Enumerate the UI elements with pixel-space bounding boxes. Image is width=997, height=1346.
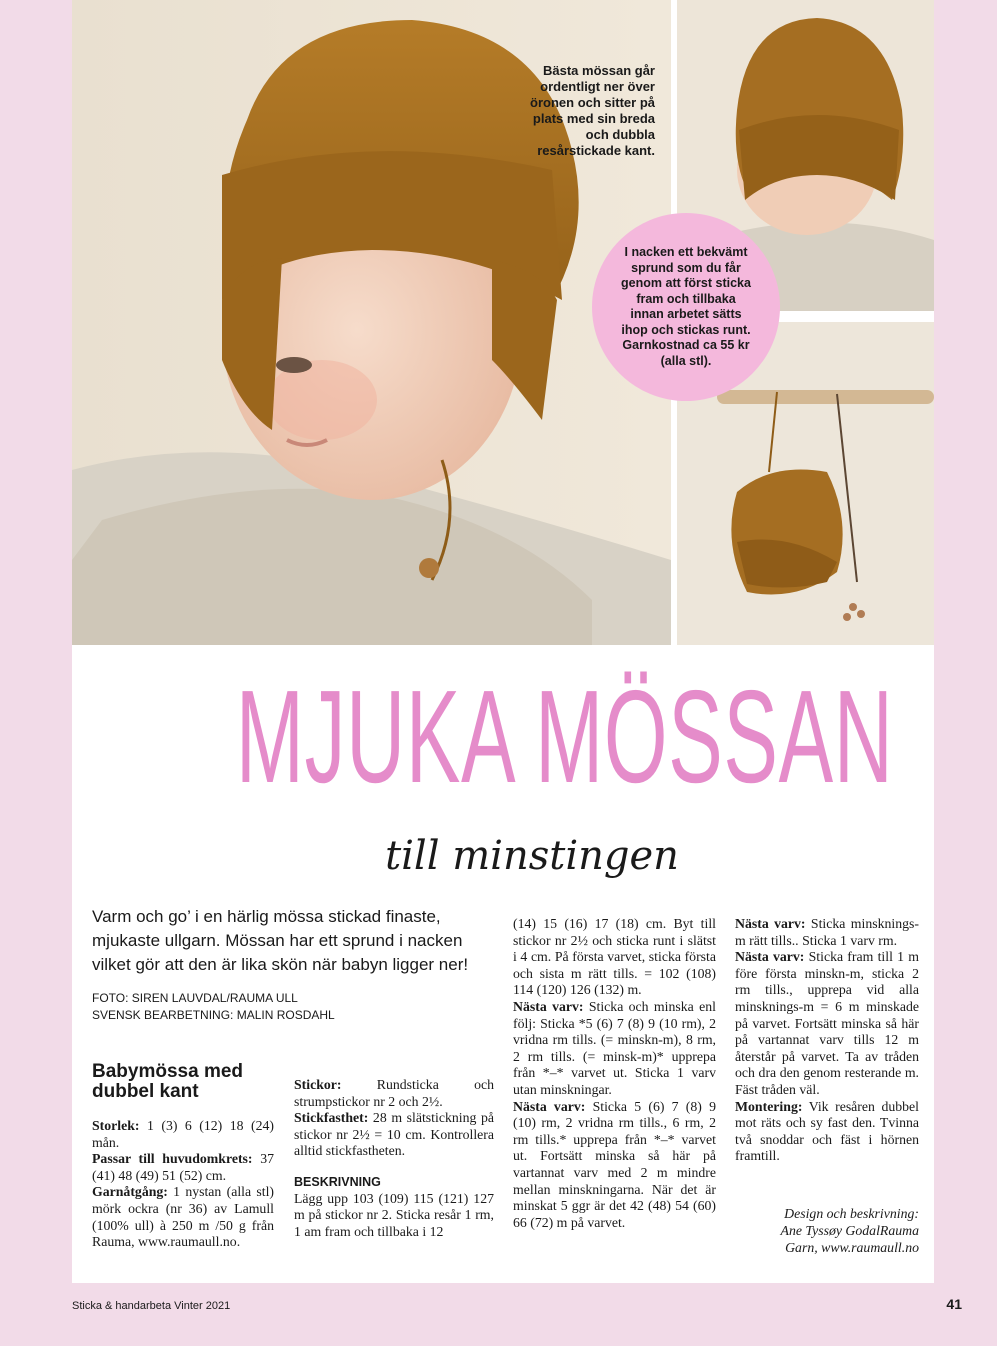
column-2: [294, 1077, 494, 1240]
info-bubble: [592, 213, 780, 401]
instruction-step: Nästa varv: Sticka fram till 1 m före första minskn-m, sticka 2 rm tills., upprepa vid alla minsknings-m = 6 m minskade på varvet. Fortsätt minska så här på vartannat varv tills 12 m återstår på varvet. Ta av tråden och dra den genom resterande m. Fäst tråden väl.: [735, 949, 919, 1097]
instructions-start: Lägg upp 103 (109) 115 (121) 127 m på stickor nr 2. Sticka resår 1 rm, 1 am fram och tillbaka i 12: [294, 1190, 494, 1239]
intro-text: Varm och go’ i en härlig mössa stickad finaste, mjukaste ullgarn. Mössan har ett sprund i nacken vilket gör att den är lika skön när babyn ligger ner!: [92, 907, 469, 974]
section-heading: BESKRIVNING: [294, 1174, 381, 1189]
page-title: MJUKA MÖSSAN: [235, 663, 894, 810]
footer-publication: Sticka & handarbeta Vinter 2021: [72, 1300, 231, 1312]
column-4: [735, 916, 919, 1165]
spec-needles: Stickor: Rundsticka och strumpstickor nr 2 och 2½.: [294, 1077, 494, 1109]
info-bubble-text: I nacken ett bekvämt sprund som du får genom att först sticka fram och tillbaka innan arbetet sätts ihop och stickas runt. Garnkostnad ca 55 kr (alla stl).: [621, 245, 751, 368]
script-subtitle-text: till minstingen: [385, 833, 679, 879]
magazine-page: [72, 0, 934, 1283]
photo-caption: Bästa mössan går ordentligt ner över öronen och sitter på plats med sin breda och dubbla resårstickade kant.: [530, 63, 655, 158]
page-number: 41: [946, 1296, 962, 1312]
credit-translation: SVENSK BEARBETNING: MALIN ROSDAHL: [92, 1008, 335, 1022]
spec-head-circumference: Passar till huvudomkrets: 37 (41) 48 (49) 51 (52) cm.: [92, 1151, 274, 1183]
column-1: [92, 1118, 274, 1251]
spec-size: Storlek: 1 (3) 6 (12) 18 (24) mån.: [92, 1118, 274, 1150]
instruction-assembly: Montering: Vik resåren dubbel mot räts och sy fast den. Tvinna två snoddar och fäst i hörnen framtill.: [735, 1098, 919, 1164]
instruction-step: Nästa varv: Sticka minsknings-m rätt tills.. Sticka 1 varv rm.: [735, 916, 920, 948]
pattern-title: Babymössa med dubbel kant: [92, 1061, 244, 1102]
script-subtitle: [302, 825, 762, 887]
spec-yarn: Garnåtgång: 1 nystan (alla stl) mörk ockra (nr 36) av Lamull (100% ull) à 250 m /50 g från Rauma, www.raumaull.no.: [92, 1184, 274, 1250]
column-3: [513, 916, 716, 1231]
instruction-step: Nästa varv: Sticka och minska enl följ: Sticka *5 (6) 7 (8) 9 (10 rm), 2 vridna rm tills. (= minskn-m), 8 rm, 2 rm tills. (= minsk-m)* upprepa från *–* varvet ut. Sticka 1 varv utan minskningar.: [513, 998, 716, 1097]
instructions-continued: (14) 15 (16) 17 (18) cm. Byt till stickor nr 2½ och sticka runt i slätst i 4 cm. På första varvet, sticka första och sista m rätt tills. = 102 (108) 114 (120) 126 (132) m.: [513, 916, 716, 998]
credits: [92, 990, 492, 1024]
instruction-step: Nästa varv: Sticka 5 (6) 7 (8) 9 (10) rm, 2 vridna rm tills., 6 rm, 2 rm tills.* upprepa från *–* varvet ut. Fortsätt minska så här på vartannat varv med 2 m mindre mellan minskningarna. När det är minskat 5 ggr är det 42 (48) 54 (60) 66 (72) m på varvet.: [513, 1098, 716, 1230]
credit-photo: FOTO: SIREN LAUVDAL/RAUMA ULL: [92, 991, 298, 1005]
designer-credit: Design och beskrivning: Ane Tyssøy GodalRauma Garn, www.raumaull.no: [780, 1206, 919, 1255]
spec-gauge: Stickfasthet: 28 m slätstickning på stickor nr 2½ = 10 cm. Kontrollera alltid stickfastheten.: [294, 1110, 494, 1159]
